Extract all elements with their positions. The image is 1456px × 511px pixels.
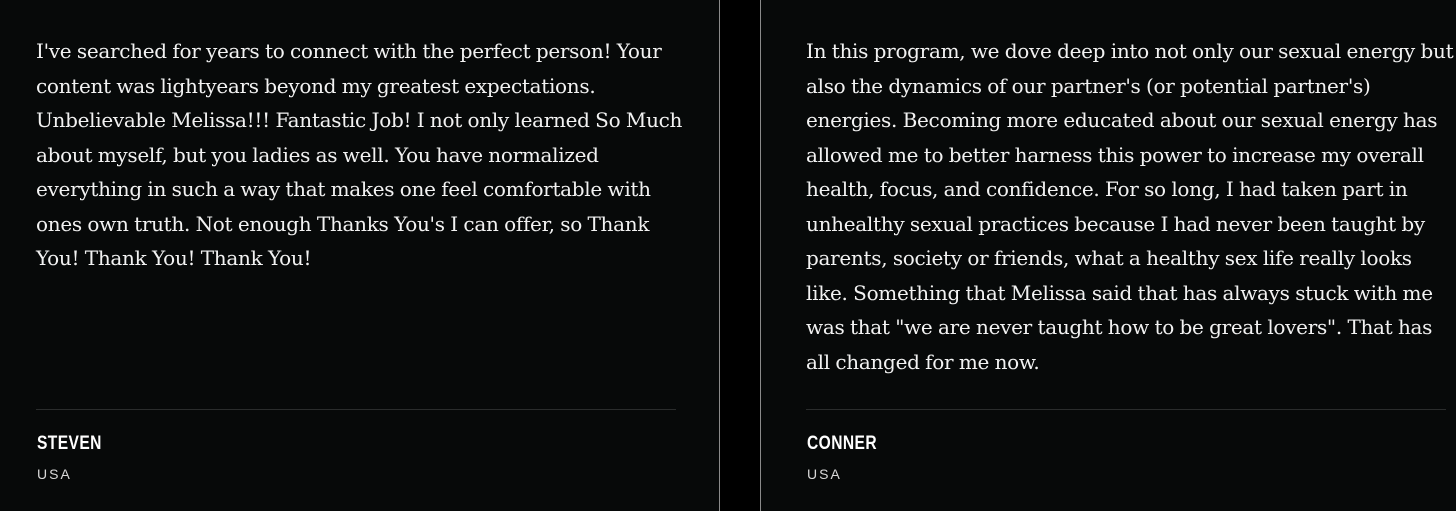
testimonial-card-conner [761,0,1456,511]
testimonial-author-location: USA [37,466,72,482]
testimonial-card-steven [0,0,719,511]
testimonial-quote: In this program, we dove deep into not only our sexual energy but also the dynamics of our partner's (or potential partner's) energies. Becoming more educated about our sexual energy has allowed me to better harness this power to increase my overall health, focus, and confidence. For so long, I had taken part in unhealthy sexual practices because I had never been taught by parents, society or friends, what a healthy sex life really looks like. Something that Melissa said that has always stuck with me was that "we are never taught how to be great lovers". That has all changed for me now. [806,39,1454,374]
testimonial-author-name: CONNER [807,433,877,454]
testimonial-quote: I've searched for years to connect with the perfect person! Your content was lightyears beyond my greatest expectations. Unbelievable Melissa!!! Fantastic Job! I not only learned So Much about myself, but you ladies as well. You have normalized everything in such a way that makes one feel comfortable with ones own truth. Not enough Thanks You's I can offer, so Thank You! Thank You! Thank You! [36,39,683,270]
testimonial-author-name: STEVEN [37,433,102,454]
testimonial-separator [36,409,676,410]
testimonial-author-location: USA [807,466,842,482]
column-divider-left [719,0,720,511]
testimonial-separator [806,409,1446,410]
